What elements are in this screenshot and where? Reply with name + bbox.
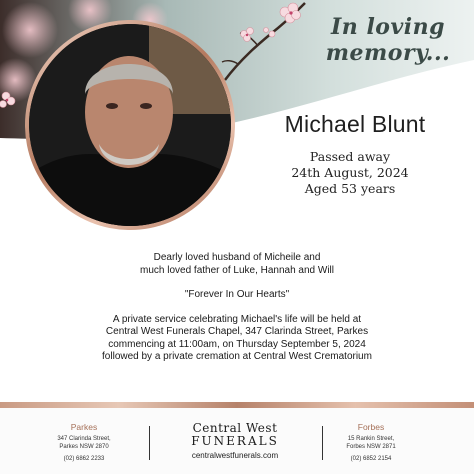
age-at-death: Aged 53 years — [304, 181, 396, 196]
quote — [0, 289, 474, 302]
heading-line2: memory... — [325, 40, 451, 66]
footer-divider — [149, 426, 150, 460]
family-line: Dearly loved husband of Micheile and — [153, 252, 321, 263]
branch-phone: (02) 6852 2154 — [350, 456, 392, 462]
family-paragraph — [0, 252, 474, 277]
date-of-death: 24th August, 2024 — [291, 165, 409, 180]
portrait-photo — [29, 24, 231, 226]
footer — [0, 408, 474, 474]
branch-name: Forbes — [357, 422, 385, 432]
branch-name: Parkes — [70, 422, 98, 432]
branch-address: 347 Clarinda Street, — [57, 436, 111, 442]
service-line: followed by a private cremation at Central West Crematorium — [102, 351, 372, 362]
death-details — [260, 149, 440, 197]
portrait-frame — [25, 20, 235, 230]
quote-line: "Forever In Our Hearts" — [184, 289, 290, 300]
branch-address: Forbes NSW 2871 — [346, 443, 396, 450]
service-paragraph — [0, 314, 474, 364]
heading-line1: In loving — [331, 14, 445, 40]
branch-phone: (02) 6862 2233 — [63, 456, 105, 462]
forbes-branch — [316, 422, 426, 462]
service-line: A private service celebrating Michael's life will be held at — [112, 313, 362, 325]
service-line: Central West Funerals Chapel, 347 Clarinda Street, Parkes — [105, 326, 369, 337]
service-line: commencing at 11:00am, on Thursday September 5, 2024 — [108, 338, 366, 350]
passed-away-label: Passed away — [309, 149, 391, 164]
brand-line2: FUNERALS — [191, 434, 279, 448]
family-line: much loved father of Luke, Hannah and Will — [140, 264, 334, 276]
central-west-funerals-logo — [160, 422, 310, 460]
in-loving-memory-heading — [318, 14, 458, 66]
branch-address: 15 Rankin Street, — [347, 436, 395, 442]
website-link: centralwestfunerals.com — [191, 451, 279, 460]
brand-line1: Central West — [192, 421, 278, 435]
deceased-name: Michael Blunt — [284, 111, 426, 137]
parkes-branch — [29, 422, 139, 462]
branch-address: Parkes NSW 2870 — [59, 443, 109, 450]
tribute-text — [0, 252, 474, 376]
